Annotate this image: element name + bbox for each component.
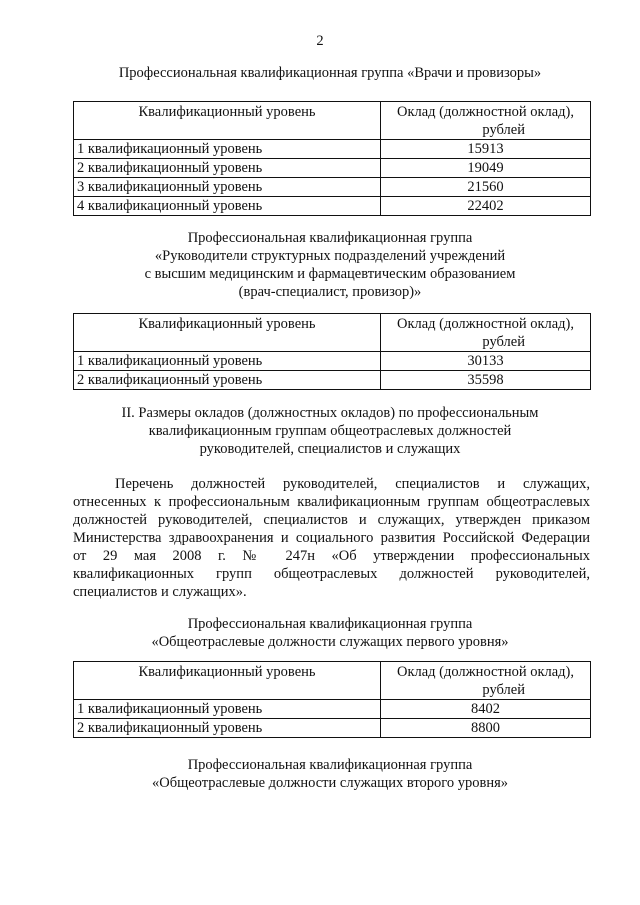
- table-row: [74, 178, 591, 197]
- salary-cell: 30133: [381, 352, 591, 371]
- group1-title-line: Профессиональная квалификационная группа «Врачи и провизоры»: [118, 65, 542, 81]
- level-cell: 1 квалификационный уровень: [74, 140, 381, 159]
- group3-title-line: «Общеотраслевые должности служащих первого уровня»: [151, 634, 509, 650]
- level-cell: 1 квалификационный уровень: [74, 700, 381, 719]
- paragraph-line: специалистов и служащих».: [73, 584, 247, 600]
- section2-title-line: II. Размеры окладов (должностных окладов) по профессиональным: [121, 405, 539, 421]
- salary-cell: 21560: [381, 178, 591, 197]
- group2-title-line: «Руководители структурных подразделений учреждений: [154, 248, 506, 264]
- header-salary: [381, 314, 591, 352]
- header-salary-line: Оклад (должностной оклад),: [396, 316, 575, 332]
- level-cell: 2 квалификационный уровень: [74, 159, 381, 178]
- table-header-row: [74, 102, 591, 140]
- salary-cell: 35598: [381, 371, 591, 390]
- table-header-row: [74, 314, 591, 352]
- group4-title-line: «Общеотраслевые должности служащих второго уровня»: [151, 775, 509, 791]
- group2-title-line: Профессиональная квалификационная группа: [187, 230, 473, 246]
- header-salary-line: Оклад (должностной оклад),: [396, 104, 575, 120]
- level-cell: 2 квалификационный уровень: [74, 719, 381, 738]
- group2-title-line: (врач-специалист, провизор)»: [238, 284, 422, 300]
- level-cell: 4 квалификационный уровень: [74, 197, 381, 216]
- table-row: [74, 700, 591, 719]
- table-row: [74, 352, 591, 371]
- table-row: [74, 159, 591, 178]
- header-salary-line: Оклад (должностной оклад),: [396, 664, 575, 680]
- group2-title: [70, 229, 590, 301]
- header-salary-line: рублей: [482, 682, 525, 698]
- paragraph-line: Министерства здравоохранения и социального развития Российской Федерации: [73, 530, 590, 546]
- level-cell: 1 квалификационный уровень: [74, 352, 381, 371]
- group4-title-line: Профессиональная квалификационная группа: [187, 757, 473, 773]
- header-salary-line: рублей: [482, 122, 525, 138]
- paragraph-line: должностей руководителей, специалистов и служащих, утвержден приказом: [73, 512, 590, 528]
- header-level: Квалификационный уровень: [74, 662, 381, 700]
- group1-table: [73, 101, 591, 216]
- section2-title-line: квалификационным группам общеотраслевых должностей: [148, 423, 512, 439]
- level-cell: 2 квалификационный уровень: [74, 371, 381, 390]
- salary-cell: 8800: [381, 719, 591, 738]
- body-paragraph: [73, 475, 590, 601]
- table-row: [74, 197, 591, 216]
- paragraph-line: Перечень должностей руководителей, специалистов и служащих,: [115, 476, 590, 492]
- header-salary: [381, 102, 591, 140]
- header-level: Квалификационный уровень: [74, 102, 381, 140]
- group3-table: [73, 661, 591, 738]
- paragraph-line: квалификационных групп общеотраслевых должностей руководителей,: [73, 566, 590, 582]
- header-level: Квалификационный уровень: [74, 314, 381, 352]
- salary-cell: 19049: [381, 159, 591, 178]
- salary-cell: 22402: [381, 197, 591, 216]
- paragraph-line: отнесенных к профессиональным квалификационным группам общеотраслевых: [73, 494, 590, 510]
- table-header-row: [74, 662, 591, 700]
- table-row: [74, 719, 591, 738]
- group2-table: [73, 313, 591, 390]
- section2-title: [70, 404, 590, 458]
- group3-title: [70, 615, 590, 651]
- group4-title: [70, 756, 590, 792]
- level-cell: 3 квалификационный уровень: [74, 178, 381, 197]
- table-row: [74, 140, 591, 159]
- section2-title-line: руководителей, специалистов и служащих: [199, 441, 461, 457]
- table-row: [74, 371, 591, 390]
- group1-title: [70, 64, 590, 82]
- header-salary-line: рублей: [482, 334, 525, 350]
- salary-cell: 15913: [381, 140, 591, 159]
- group3-title-line: Профессиональная квалификационная группа: [187, 616, 473, 632]
- page-number: 2: [316, 33, 324, 49]
- salary-cell: 8402: [381, 700, 591, 719]
- paragraph-line: от 29 мая 2008 г. № 247н «Об утверждении профессиональных: [73, 548, 590, 564]
- group2-title-line: с высшим медицинским и фармацевтическим образованием: [144, 266, 516, 282]
- header-salary: [381, 662, 591, 700]
